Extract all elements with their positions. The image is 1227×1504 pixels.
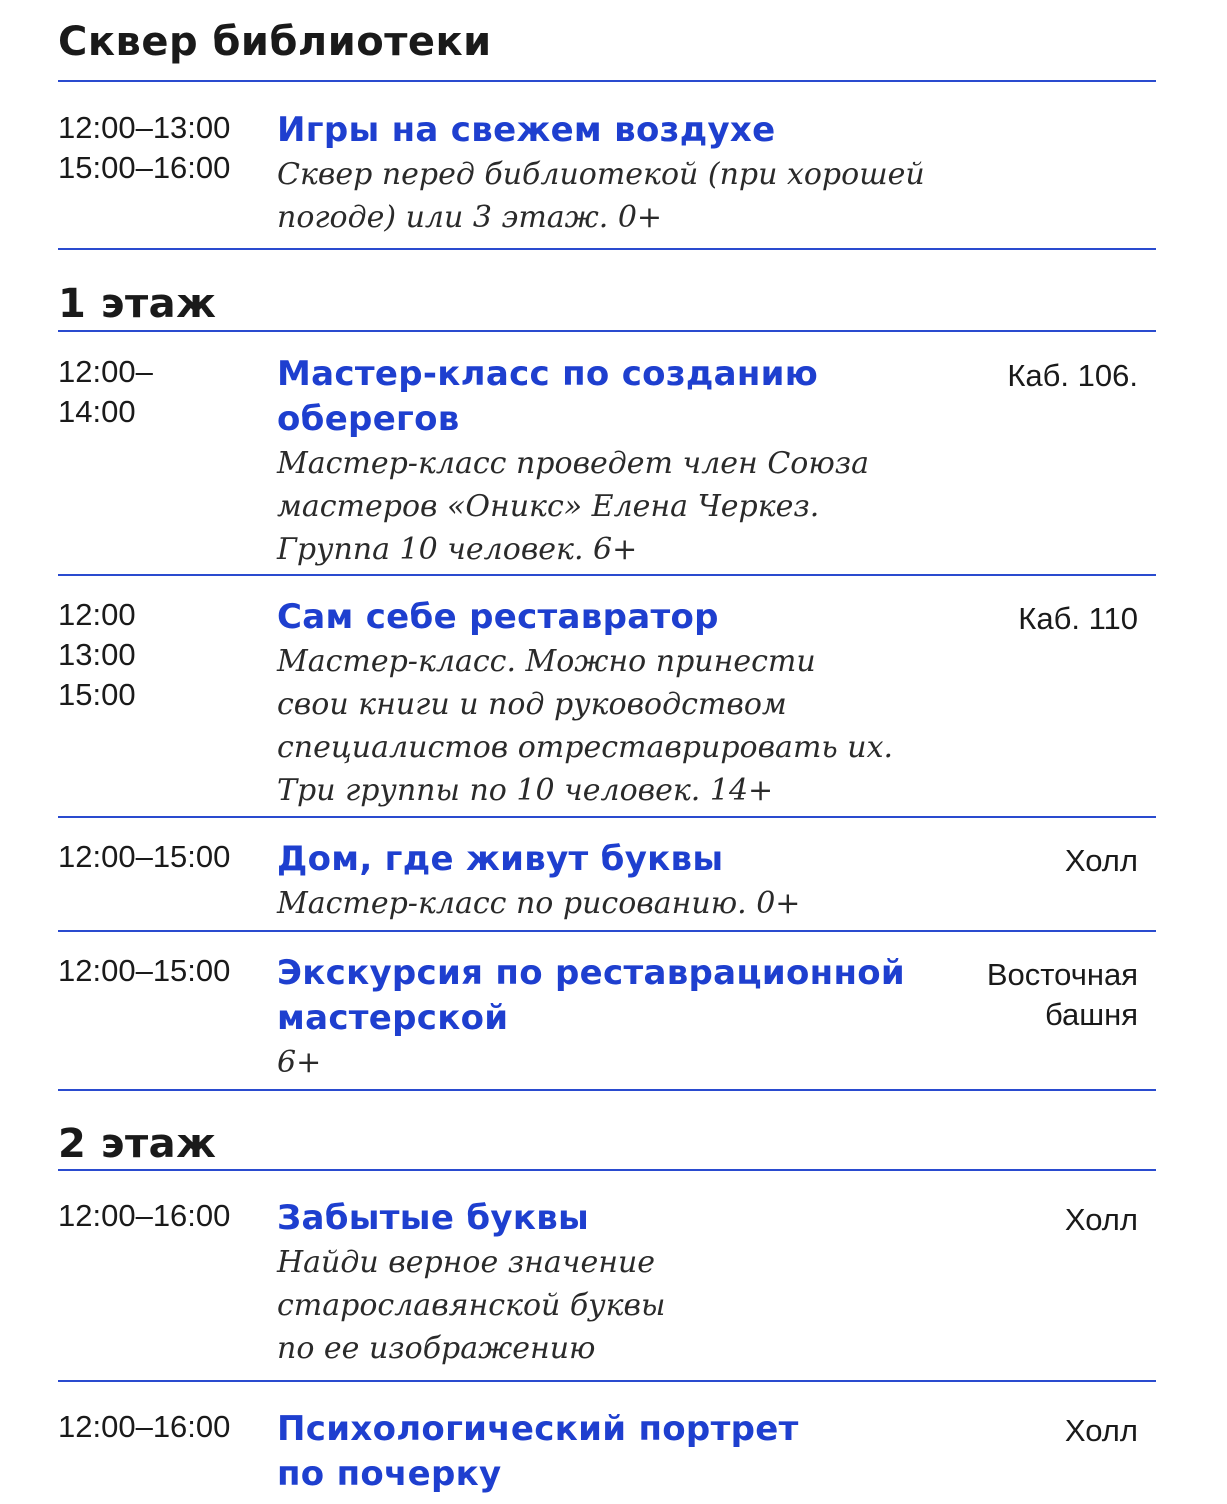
event-content bbox=[277, 837, 957, 925]
event-time: 12:00–15:00 bbox=[58, 839, 231, 874]
event-title[interactable]: Экскурсия по реставрационной мастерской bbox=[277, 953, 906, 1038]
section-title: 1 этаж bbox=[58, 281, 217, 327]
event-location: Каб. 110 bbox=[1018, 601, 1138, 636]
event-divider bbox=[58, 930, 1156, 932]
event-title[interactable]: Сам себе реставратор bbox=[277, 597, 719, 637]
event-description: Сквер перед библиотекой (при хорошей погоде) или 3 этаж. 0+ bbox=[277, 157, 925, 235]
event-item bbox=[58, 951, 1156, 1081]
event-description: 6+ bbox=[277, 1045, 322, 1080]
event-title[interactable]: Психологический портрет по почерку bbox=[277, 1409, 799, 1494]
event-content bbox=[277, 951, 957, 1084]
section-divider bbox=[58, 80, 1156, 82]
event-time: 12:00– 14:00 bbox=[58, 354, 153, 429]
event-item bbox=[58, 108, 1156, 238]
event-content bbox=[277, 108, 957, 239]
event-location: Холл bbox=[1064, 843, 1138, 878]
event-description: Мастер-класс проведет член Союза мастеров «Оникс» Елена Черкез. Группа 10 человек. 6+ bbox=[277, 446, 870, 567]
event-title[interactable]: Забытые буквы bbox=[277, 1198, 590, 1238]
event-divider bbox=[58, 1380, 1156, 1382]
event-divider bbox=[58, 1089, 1156, 1091]
event-item bbox=[58, 595, 1156, 810]
event-title[interactable]: Мастер-класс по созданию оберегов bbox=[277, 354, 819, 439]
event-divider bbox=[58, 248, 1156, 250]
event-item bbox=[58, 352, 1156, 567]
event-location: Холл bbox=[1064, 1202, 1138, 1237]
section-title: Сквер библиотеки bbox=[58, 19, 492, 65]
event-content bbox=[277, 595, 957, 812]
event-item bbox=[58, 1196, 1156, 1371]
event-item bbox=[58, 1407, 1156, 1504]
event-time: 12:00–13:00 15:00–16:00 bbox=[58, 110, 231, 185]
event-description: Найди верное значение старославянской буквы по ее изображению bbox=[277, 1245, 666, 1366]
event-location: Холл bbox=[1064, 1413, 1138, 1448]
event-content bbox=[277, 1407, 957, 1497]
section-title: 2 этаж bbox=[58, 1121, 217, 1167]
event-location: Восточная башня bbox=[986, 957, 1138, 1032]
event-time: 12:00 13:00 15:00 bbox=[58, 597, 136, 712]
event-item bbox=[58, 837, 1156, 927]
event-time: 12:00–16:00 bbox=[58, 1409, 231, 1444]
event-time: 12:00–16:00 bbox=[58, 1198, 231, 1233]
section-divider bbox=[58, 330, 1156, 332]
event-location: Каб. 106. bbox=[1007, 358, 1138, 393]
event-divider bbox=[58, 574, 1156, 576]
event-description: Мастер-класс. Можно принести свои книги и под руководством специалистов отреставрировать их. Три группы по 10 человек. 14+ bbox=[277, 644, 894, 808]
event-description: Мастер-класс по рисованию. 0+ bbox=[277, 886, 801, 921]
event-content bbox=[277, 1196, 957, 1370]
section-divider bbox=[58, 1169, 1156, 1171]
event-content bbox=[277, 352, 957, 571]
event-divider bbox=[58, 816, 1156, 818]
event-time: 12:00–15:00 bbox=[58, 953, 231, 988]
event-title[interactable]: Дом, где живут буквы bbox=[277, 839, 724, 879]
event-title[interactable]: Игры на свежем воздухе bbox=[277, 110, 776, 150]
